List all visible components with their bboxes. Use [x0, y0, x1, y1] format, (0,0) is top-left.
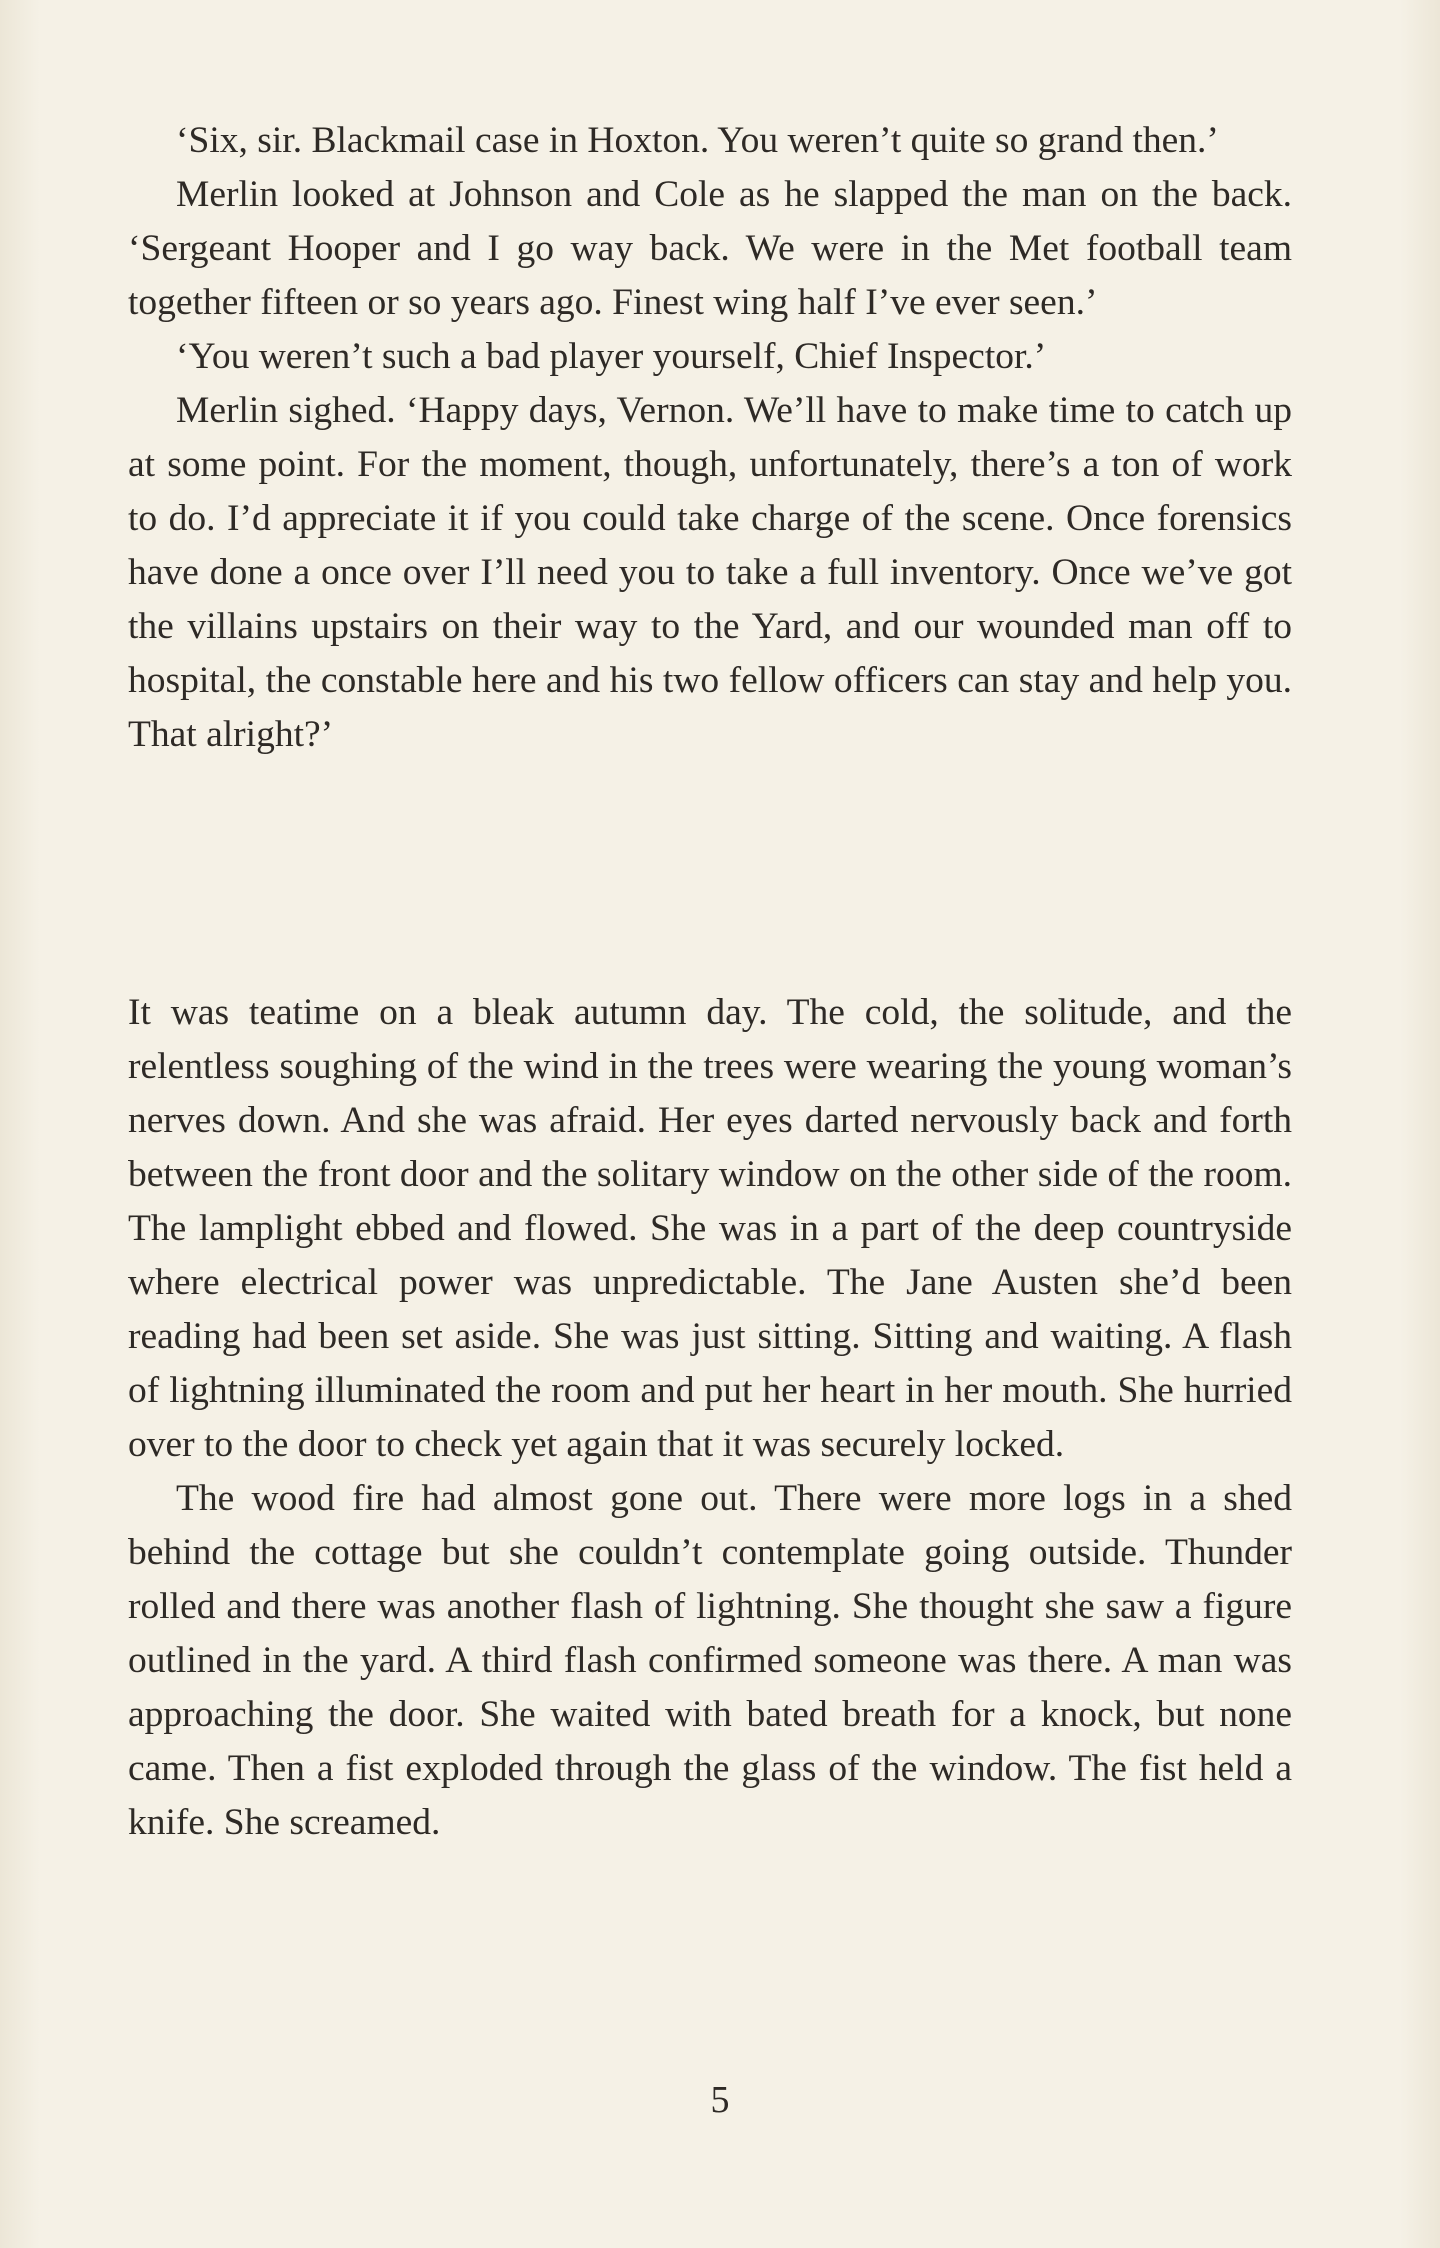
- paragraph: Merlin looked at Johnson and Cole as he slapped the man on the back. ‘Sergeant Hooper and I go way back. We were in the Met football team together fifteen or so years ago. Finest wing half I’ve ever seen.’: [128, 174, 1292, 323]
- dialogue-section: [128, 114, 1292, 762]
- paragraph: ‘Six, sir. Blackmail case in Hoxton. You weren’t quite so grand then.’: [176, 120, 1219, 161]
- narrative-section: [128, 986, 1292, 1850]
- paragraph: It was teatime on a bleak autumn day. The cold, the solitude, and the relentless soughing of the wind in the trees were wearing the young woman’s nerves down. And she was afraid. Her eyes darted nervously back and forth between the front door and the solitary window on the other side of the room. The lamplight ebbed and flowed. She was in a part of the deep countryside where electrical power was unpredictable. The Jane Austen she’d been reading had been set aside. She was just sitting. Sitting and waiting. A flash of lightning illuminated the room and put her heart in her mouth. She hurried over to the door to check yet again that it was securely locked.: [128, 992, 1292, 1465]
- paragraph: Merlin sighed. ‘Happy days, Vernon. We’ll have to make time to catch up at some point. For the moment, though, unfortunately, there’s a ton of work to do. I’d appreciate it if you could take charge of the scene. Once forensics have done a once over I’ll need you to take a full inventory. Once we’ve got the villains upstairs on their way to the Yard, and our wounded man off to hospital, the constable here and his two fellow officers can stay and help you. That alright?’: [128, 390, 1292, 755]
- page-number: 5: [710, 2079, 730, 2121]
- paragraph: The wood fire had almost gone out. There were more logs in a shed behind the cottage but she couldn’t contemplate going outside. Thunder rolled and there was another flash of lightning. She thought she saw a figure outlined in the yard. A third flash confirmed someone was there. A man was approaching the door. She waited with bated breath for a knock, but none came. Then a fist exploded through the glass of the window. The fist held a knife. She screamed.: [128, 1478, 1292, 1843]
- paragraph: ‘You weren’t such a bad player yourself, Chief Inspector.’: [176, 336, 1047, 377]
